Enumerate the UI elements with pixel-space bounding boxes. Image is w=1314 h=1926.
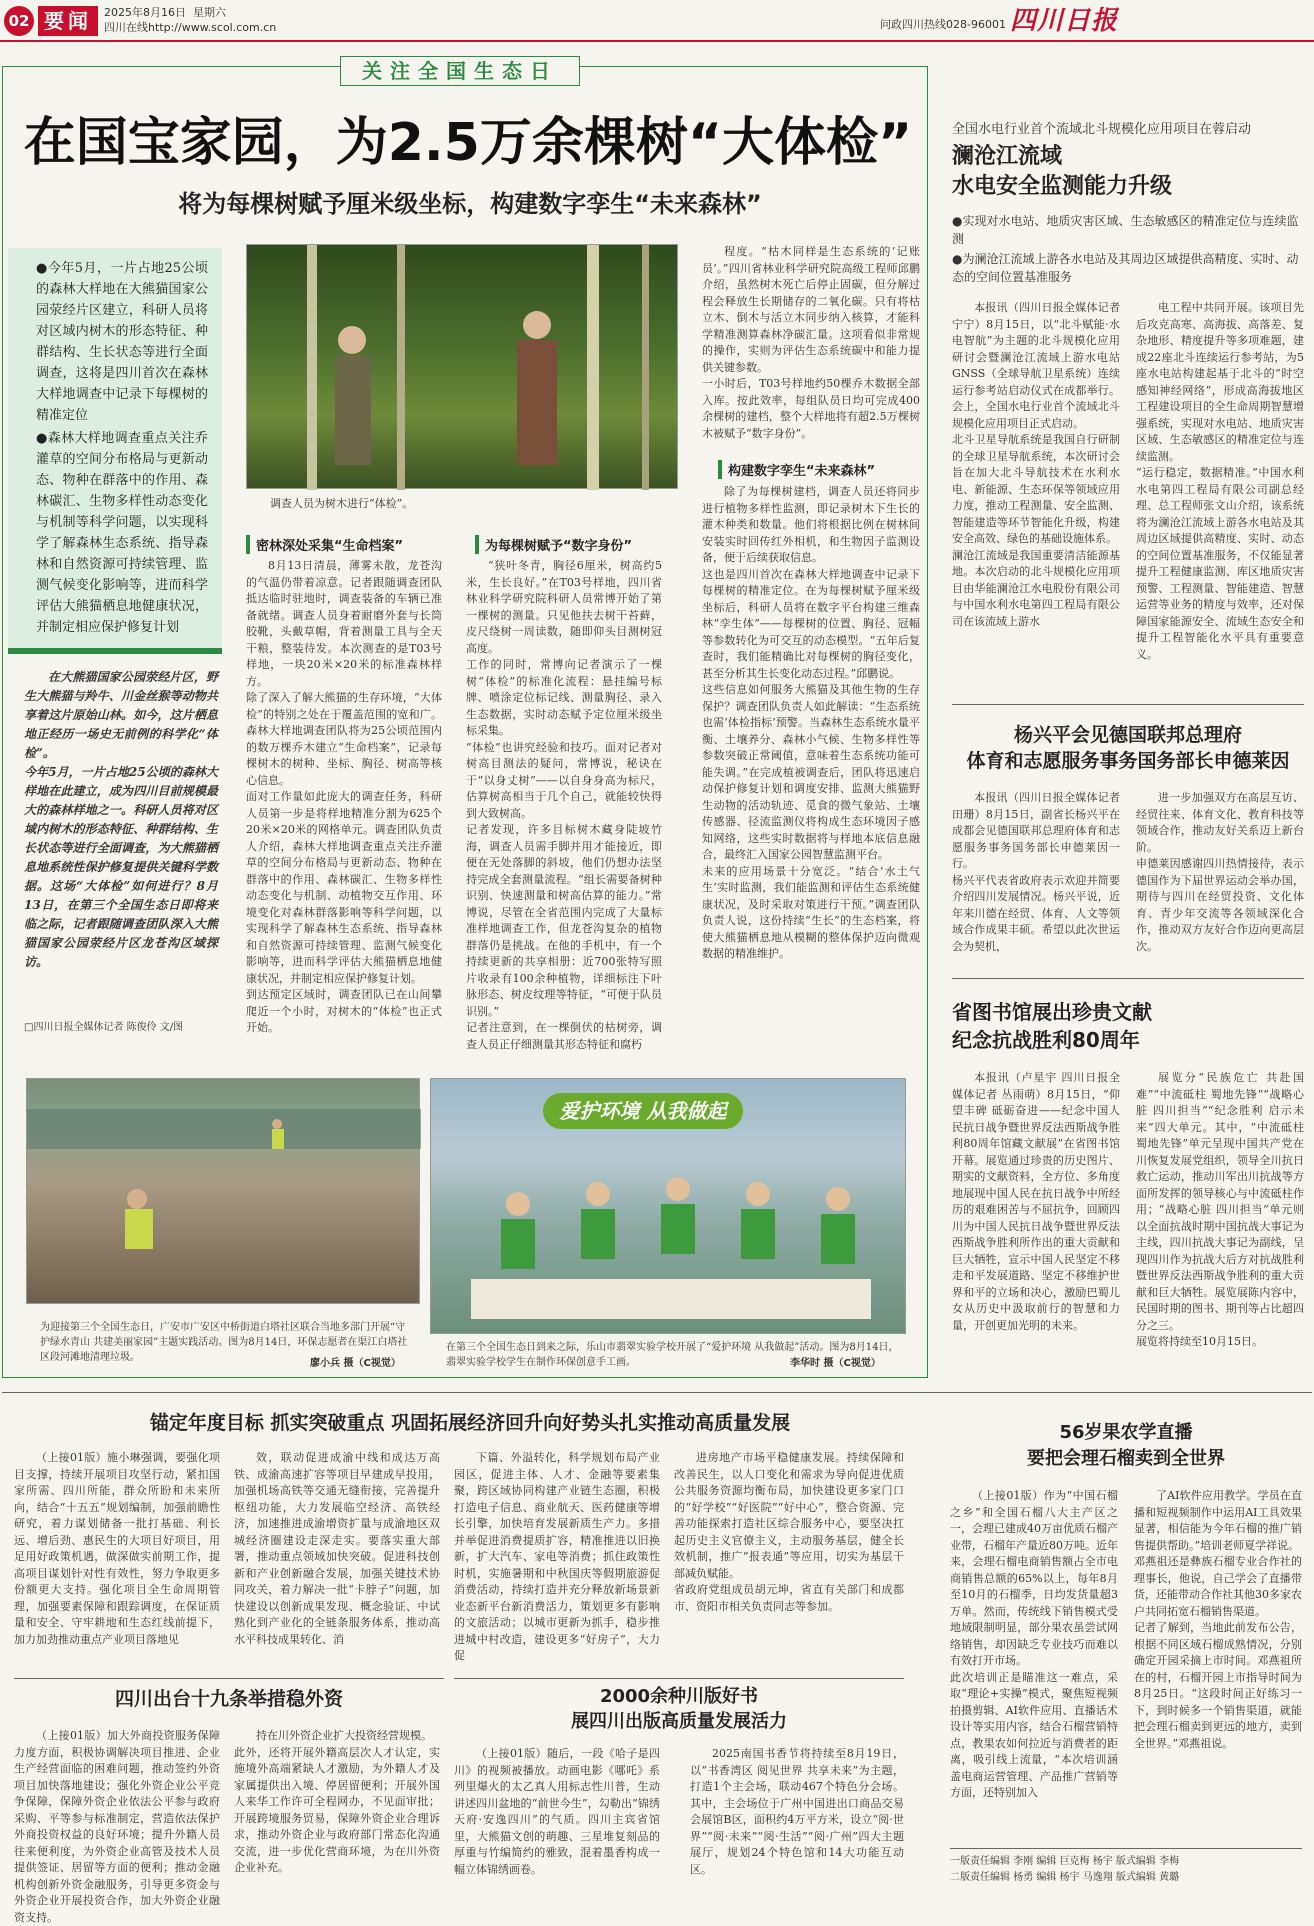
feature-col-3b: 除了为每棵树建档，调查人员还将同步进行植物多样性监测，即记录树木下生长的灌木种类和数量。他们将根据比例在树林间安装实时回传红外相机，和生物因子监测设备，便于后续获取信息。 这也是四川首次在森林大样地调查中记录下每棵树的精准定位。在为每棵树赋予厘米级坐标后，科研人员将在数字平台构建三维森林“孪生体”——每棵树的位置、胸径、冠幅等参数转化为可交互的动态模型。“五年后复查时，我们能精确比对每棵树的胸径变化，甚至分析其生长变化动态过程。”邱鹏说。 这些信息如何服务大熊猫及其他生物的生存保护？调查团队负责人如此解读：“生态系统也需‘体检指标’预警。当森林生态系统水量平衡、土壤养分、森林小气候、生物多样性等参数突破正常阈值，意味着生态系统功能可能失调。”在完成植被调查后，团队将迅速启动保护修复计划和调度安排、监测大熊猫野生动物的活动轨迹、觅食的微气象站、土壤传感器、径流监测仪将构成生态环境因子感知网络，这些实时数据将与样地本底信息融合，最终汇入国家公园智慧监测平台。 未来的应用场景十分宽泛。“结合‘水土气生’实时监测，我们能监测和评估生态系统健康状况，及时采取对策进行干预。”调查团队负责人说，这份持续“生长”的生态档案，将使大熊猫栖息地从模糊的整体保护迈向微观数据的精准维护。 [702, 485, 920, 960]
library-col-1: 本报讯（卢星宇 四川日报全媒体记者 丛雨萌）8月15日，“仰望丰碑 砥砺奋进——纪念中国人民抗日战争暨世界反法西斯战争胜利80周年馆藏文献展”在省图书馆开幕。展览通过珍贵的历史图片、期实的文献资料，全方位、多角度地展现中国人民在抗日战争中所经历的艰难困苦与不屈抗争，回顾四川为中国人民抗日战争暨世界反法西斯战争胜利所作出的重大贡献和巨大牺牲，宣示中国人民坚定不移走和平发展道路、坚定不移维护世界和平的立场和决心，激励巴蜀儿女从历史中汲取前行的智慧和力量，开创更加光明的未来。 [952, 1071, 1120, 1332]
subhead-archive: 密林深处采集“生命档案” [246, 535, 442, 554]
water-title-2: 水电安全监测能力升级 [952, 174, 1173, 199]
books-col-2: 2025南国书香节将持续至8月19日，以“书香湾区 阅见世界 共享未来”为主题，打造1个主会场，联动467个特色分会场。其中，主会场位于广州中国进出口商品交易会展馆B区，面积约4万平方米，设立“阅·世界”“阅·未来”“阅·生活”“阅·广州”四大主题展厅，规划24个特色馆和14大功能互动区。 [690, 1747, 904, 1876]
issue-date: 2025年8月16日 星期六 [104, 6, 226, 19]
footer-editors-2: 二版责任编辑 杨勇 编辑 杨宇 马逸翔 版式编辑 黄璐 [950, 1872, 1180, 1883]
subhead-digital-id: 为每棵树赋予“数字身份” [475, 535, 671, 554]
library-col-2: 展览分“民族危亡 共赴国难”“中流砥柱 蜀地先锋”“战略心脏 四川担当”“纪念胜利 启示未来”四大单元。其中，“中流砥柱 蜀地先锋”单元呈现中国共产党在川恢复发展党组织，领导全川抗日救亡运动，推动川军出川抗战等方面所发挥的领导核心与中流砥柱作用；“战略心脏 四川担当”单元则以全面抗战时期中国抗战大事记为主线，四川抗战大事记为副线，呈现四川作为抗战大后方对抗战胜利暨世界反法西斯战争胜利的重大贡献和巨大牺牲。展览展陈内容中，民国时期的图书、期刊等占比超四分之三。 展览将持续至10月15日。 [1136, 1071, 1304, 1348]
meeting-col-1: 本报讯（四川日报全媒体记者 田珊）8月15日，副省长杨兴平在成都会见德国联邦总理府体育和志愿服务事务国务部长申德莱因一行。 杨兴平代表省政府表示欢迎并简要介绍四川发展情况。杨兴平说，近年来川德在经贸、体育、人文等领域合作成果丰硕。希望以此次世运会为契机， [952, 791, 1120, 953]
students-credit: 李华时 摄（C视觉） [790, 1358, 881, 1369]
forest-illustration [247, 245, 679, 490]
activity-banner: 爱护环境 从我做起 [543, 1093, 743, 1129]
feature-headline: 在国宝家园，为2.5万余棵树“大体检” [23, 113, 913, 173]
feature-col-3: 程度。“枯木同样是生态系统的‘记账员’。”四川省林业科学研究院高级工程师邱鹏介绍，虽然树木死亡后停止固碳，但分解过程会释放生长期储存的二氧化碳。只有将枯立木、倒木与活立木同步纳入核算，才能科学精准测算森林净碳汇量。这项看似非常规的操作，实则为评估生态系统碳中和能力提供关键参数。 一小时后，T03号样地约50棵乔木数据全部入库。按此效率，每组队员日均可完成400余棵树的建档，整个大样地将有超2.5万棵树木被赋予“数字身份”。 [702, 245, 920, 440]
meeting-title-1: 杨兴平会见德国联邦总理府 [1013, 724, 1242, 746]
footer-editors-1: 一版责任编辑 李刚 编辑 巨克梅 杨宇 版式编辑 李梅 [950, 1856, 1180, 1867]
page-number-badge: 02 [4, 6, 34, 36]
hotline: 问政四川热线028-96001 [880, 18, 1006, 31]
subhead-digital-twin: 构建数字孪生“未来森林” [718, 460, 914, 479]
economy-col-3: 下篇、外溢转化，科学规划布局产业园区，促进主体、人才、金融等要素集聚，跨区域协同构建产业链生态圈，积极打造电子信息、商业航天、医药健康等增长引擎，加快培育发展新质生产力。多措并举促进消费提质扩容，精准推进以旧换新，扩大汽车、家电等消费；抓住政策性时机，实施暑期和中秋国庆等假期旅游促消费活动，持续打造并充分释放新场景新业态新平台新消费活力，策划更多有影响的文旅活动；以城市更新为抓手，稳步推进城中村改造，建设更多“好房子”，大力促 [454, 1451, 660, 1662]
survey-photo [246, 244, 678, 489]
investment-col-1: （上接01版）加大外商投资服务保障力度方面，积极协调解决项目推进、企业生产经营面临的困难问题，推动签约外资项目加快落地建设；强化外资企业公平竞争保障，保障外资企业依法公平参与政府采购、平等参与标准制定，营造依法保护外商投资权益的良好环境；提升外籍人员往来便利度，为外资企业高管及技术人员提供签证、居留等方面的便利；推动金融机构创新外资金融服务，引导更多资金与外资企业开展投资合作，加大外资企业融资支持。 [14, 1729, 220, 1924]
meeting-title-2: 体育和志愿服务事务国务部长申德莱因 [966, 750, 1290, 772]
section-label: 要闻 [38, 6, 98, 36]
economy-col-4: 进房地产市场平稳健康发展。持续保障和改善民生，以人口变化和需求为导向促进优质公共服务资源均衡布局，加快建设更多家门口的“好学校”“好医院”“好中心”，整合资源、完善功能探索打造社区综合服务中心，要坚决扛起历史主义官僚主义，主动服务基层，健全长效机制，推广“报表通”等应用，切实为基层干部减负赋能。 省政府党组成员胡元坤，省直有关部门和成都市、资阳市相关负责同志等参加。 [674, 1451, 904, 1613]
library-title-1: 省图书馆展出珍贵文献 [952, 1000, 1152, 1024]
riverbank-photo [26, 1078, 420, 1304]
investment-title: 四川出台十九条举措稳外资 [114, 1688, 343, 1710]
students-photo [430, 1078, 906, 1334]
water-col-2: 电工程中共同开展。该项目先后攻克高寒、高海拔、高落差、复杂地形、精度提升等多项难题，建成22座北斗连续运行参考站，为5座水电站构建起基于北斗的“时空感知神经网络”，形成高海拔地区工程建设项目的全生命周期智慧增强系统，实现对水电站、地质灾害区域、生态敏感区的精准定位与连续监测。 “运行稳定，数据精准。”中国水利水电第四工程局有限公司副总经理、总工程师张文山介绍，该系统将为澜沧江流域上游各水电站及其周边区域提供高精度、实时、动态的空间位置基准服务，不仅能显著提升工程健康监测、库区地质灾害预警、工程测量、智能建造、智慧运营等业务的精度与效率，还对保障国家能源安全、流域生态安全和提升工程智能化水平具有重要意义。 [1136, 301, 1304, 661]
economy-title: 锚定年度目标 抓实突破重点 巩固拓展经济回升向好势头扎实推动高质量发展 [149, 1412, 791, 1434]
lede-point-2: ●森林大样地调查重点关注乔灌草的空间分布格局与更新动态、物种在群落中的作用、森林碳汇、生物多样性动态变化与机制等科学问题，以实现科学了解森林生态系统、指导森林和自然资源可持续管理、监测气候变化影响等，进而科学评估大熊猫栖息地健康状况，并制定相应保护修复计划 [36, 431, 208, 635]
feature-col-1: 8月13日清晨，薄雾未散，龙苍沟的气温仍带着凉意。记者跟随调查团队抵达临时驻地时，调查装备的车辆已准备就绪。调查人员身着耐磨外套与长筒胶靴，头戴草帽，背着测量工具与全天干粮，整装待发。本次测查的是T03号样地，一块20米×20米的标准森林样方。 除了深入了解大熊猫的生存环境，“大体检”的特别之处在于覆盖范围的宽和广。森林大样地调查团队将为25公顷范围内的数万棵乔木建立“生命档案”，记录每棵树木的树种、坐标、胸径、树高等核心信息。 面对工作量如此庞大的调查任务，科研人员第一步是将样地精准分割为625个20米×20米的网格单元。调查团队负责人介绍，森林大样地调查重点关注乔灌草的空间分布格局与更新动态、物种在群落中的作用、森林碳汇、生物多样性动态变化与机制、动植物交互作用、环境变化对森林群落影响等科学问题，以实现科学了解森林生态系统、指导森林和自然资源可持续管理、监测气候变化影响等，进而科学评估大熊猫栖息地健康状况，并制定相应保护修复计划。 到达预定区域时，调查团队已在山间攀爬近一个小时，对树木的“体检”也正式开始。 [246, 559, 442, 1034]
riverbank-credit: 廖小兵 摄（C视觉） [310, 1358, 401, 1369]
water-bullet-2: ●为澜沧江流域上游各水电站及其周边区域提供高精度、实时、动态的空间位置基准服务 [952, 252, 1299, 284]
pomegranate-title-2: 要把会理石榴卖到全世界 [1027, 1448, 1225, 1469]
pomegranate-col-1: （上接01版）作为“中国石榴之乡”和全国石榴八大主产区之一，会理已建成40万亩优质石榴产业带，石榴年产量近80万吨。近年来，会理石榴电商销售额占全市电商销售总额的65%以上，每年8月至10月的石榴季，日均发货量超3万单。然而，传统线下销售模式受地域限制明显，部分果农虽尝试网络销售，却因缺乏专业技巧而难以有效打开市场。 此次培训正是瞄准这一难点，采取“理论+实操”模式，聚焦短视频拍摄剪辑、AI软件应用、直播话术设计等实用内容，结合石榴营销特点，教果农如何拉近与消费者的距离，吸引线上流量，“本次培训涵盖电商运营管理、产品推广营销等方面，还特别加入 [950, 1489, 1118, 1799]
economy-col-2: 效，联动促进成渝中线和成达万高铁、成渝高速扩容等项目早建成早投用，加强机场高铁等交通无缝衔接，完善提升枢纽功能，大力发展临空经济、高铁经济，加速推进成渝增资扩量与成渝地区双城经济圈建设走深走实。要落实重大部署，推动重点领域加快突破。促进科技创新和产业创新融合发展，加强关键技术协同攻关，着力解决一批“卡脖子”问题，加快建设以创新成果发现、概念验证、中试熟化到产业化的全链条服务体系，推动高水平科技成果转化、消 [234, 1451, 440, 1646]
newspaper-logo: 四川日报 [1010, 6, 1119, 36]
water-bullet-1: ●实现对水电站、地质灾害区域、生态敏感区的精准定位与连续监测 [952, 214, 1299, 246]
riverbank-caption: 为迎接第三个全国生态日，广安市广安区中桥街道白塔社区联合当地多部门开展“守护绿水青山 共建美丽家园”主题实践活动。图为8月14日，环保志愿者在渠江白塔社区段河滩地清理垃圾。 [40, 1322, 408, 1363]
meeting-col-2: 进一步加强双方在高层互访、经贸往来、体育文化、教育科技等领域合作，推动友好关系迈上新台阶。 申德莱因感谢四川热情接待，表示德国作为下届世界运动会举办国，期待与四川在经贸投资、文化体育、青少年交流等各领域深化合作，推动双方友好合作迈向更高层次。 [1136, 791, 1304, 953]
site-link[interactable]: 四川在线http://www.scol.com.cn [104, 21, 277, 34]
feature-subheadline: 将为每棵树赋予厘米级坐标，构建数字孪生“未来森林” [178, 190, 762, 218]
investment-col-2: 持在川外资企业扩大投资经营规模。 此外，还将开展外籍高层次人才认定，实施境外高端紧缺人才激励，为外籍人才及家属提供出入境、停居留便利；开展外国人来华工作许可全程网办，不见面审批；开展跨境服务贸易，保障外资企业合理诉求，推动外资企业与政府部门常态化沟通交流，进一步优化营商环境，为在川外资企业补充。 [234, 1729, 440, 1874]
feature-byline: □四川日报全媒体记者 陈俊伶 文/图 [24, 1022, 184, 1033]
survey-photo-caption: 调查人员为树木进行“体检”。 [270, 497, 414, 510]
students-caption: 在第三个全国生态日到来之际，乐山市翡翠实验学校开展了“爱护环境 从我做起”活动。图为8月14日，翡翠实验学校学生在制作环保创意手工画。 [446, 1342, 899, 1368]
pomegranate-title-1: 56岁果农学直播 [1059, 1422, 1193, 1443]
water-kicker: 全国水电行业首个流域北斗规模化应用项目在蓉启动 [952, 122, 1252, 137]
lede-panel [8, 248, 222, 648]
water-title-1: 澜沧江流域 [952, 144, 1063, 169]
feature-banner: 关注全国生态日 [340, 56, 580, 86]
water-col-1: 本报讯（四川日报全媒体记者 宁宁）8月15日，以“北斗赋能·水电智航”为主题的北斗规模化应用研讨会暨澜沧江流域上游水电站GNSS（全球导航卫星系统）连续运行参考站启动仪式在成都举行。会上，全国水电行业首个流域北斗规模化应用项目正式启动。 北斗卫星导航系统是我国自行研制的全球卫星导航系统，本次研讨会旨在加大北斗导航技术在水利水电、新能源、生态环保等领域应用力度，推动工程测量、安全监测、智能建造等环节智能化升级，构建安全高效、绿色的基础设施体系。 澜沧江流域是我国重要清洁能源基地。本次启动的北斗规模化应用项目由华能澜沧江水电股份有限公司与中国水利水电第四工程局有限公司在该流域上游水 [952, 301, 1120, 628]
books-title-1: 2000余种川版好书 [599, 1686, 759, 1707]
feature-intro: 在大熊猫国家公园荥经片区，野生大熊猫与羚牛、川金丝猴等动物共享着这片原始山林。如今，这片栖息地正经历一场史无前例的科学化“体检”。 今年5月，一片占地25公顷的森林大样地在此建立，成为四川目前规模最大的森林样地之一。科研人员将对区域内树木的形态特征、种群结构、生长状态等进行全面调查，为大熊猫栖息地系统性保护修复提供关键科学数据。这场“大体检”如何进行？8月13日，在第三个全国生态日即将来临之际，记者跟随调查团队深入大熊猫国家公园荥经片区龙苍沟区域探访。 [24, 670, 218, 969]
lede-point-1: ●今年5月，一片占地25公顷的森林大样地在大熊猫国家公园荥经片区建立，科研人员将对区域内树木的形态特征、种群结构、生长状态等进行全面调查，这将是四川首次在森林大样地调查中记录下每棵树的精准定位 [36, 261, 208, 423]
library-title-2: 纪念抗战胜利80周年 [952, 1028, 1140, 1052]
pomegranate-col-2: 了AI软件应用教学。学员在直播和短视频制作中运用AI工具效果显著，相信能为今年石榴的推广销售提供帮助。”培训老师夏学祥说。 邓燕祖还是彝族石榴专业合作社的理事长，他说，自己学会了直播带货，还能带动合作社其他30多家农户共同拓宽石榴销售渠道。 记者了解到，当地此前发布公告，根据不同区域石榴成熟情况，分别确定开园采摘上市时间。邓燕祖所在的村，石榴开园上市指导时间为8月25日。“这段时间正好练习一下，到时候多一个销售渠道，就能把会理石榴卖到更远的地方，卖到全世界。”邓燕祖说。 [1134, 1489, 1302, 1750]
books-title-2: 展四川出版高质量发展活力 [571, 1711, 787, 1732]
feature-col-2: “狭叶冬青，胸径6厘米，树高约5米，生长良好。”在T03号样地，四川省林业科学研究院科研人员常博开始了第一棵树的测量。只见他扶去树干苔藓，皮尺绕树一周读数，随即仰头目测树冠高度。 工作的同时，常博向记者演示了一棵树“体检”的标准化流程：悬挂编号标牌、喷涂定位标记线、测量胸径、录入生态数据，实时动态赋予定位厘米级坐标采集。 “体检”也讲究经验和技巧。面对记者对树高目测法的疑问，常博说，秘诀在于“以身丈树”——以自身身高为标尺，估算树高相当于几个自己，就能较快得到大致树高。 记者发现，许多目标树木藏身陡坡竹海，调查人员需手脚并用才能接近，即便在无处落脚的斜坡，他们仍想办法坚持完成全套测量流程。“组长需要备树种识别、快速测量和树高估算的能力。”常博说，尽管在全省范围内完成了大量标准样地调查工作，但龙苍沟复杂的植物群落仍是挑战。在他的手机中，有一个持续更新的共享相册：近700张特写照片收录有100余种植物，详细标注下叶脉形态、树皮纹理等特征，“可便于队员识别。” 记者注意到，在一棵倒伏的枯树旁，调查人员正仔细测量其形态特征和腐朽 [466, 559, 662, 1051]
books-col-1: （上接01版）随后，一段《哈子是四川》的视频被播放。动画电影《哪吒》系列里爆火的太乙真人用标志性川普，生动讲述四川盆地的“前世今生”，勾勒出“锦绣天府·安逸四川”的气质。四川主宾省馆里，大熊猫文创的萌趣、三星堆复刻品的厚重与竹编简约的雅致，混着墨香构成一幅立体锦绣画卷。 [454, 1747, 660, 1876]
economy-col-1: （上接01版）施小琳强调，要强化项目支撑，持续开展项目攻坚行动，紧扣国家所需、四川所能，群众所盼和未来所向，结合“十五五”规划编制，加强前瞻性研究，着力谋划储备一批打基础、利长远、增后劲、惠民生的大项目好项目，用足用好政策机遇，做深做实前期工作，提高项目谋划针对性有效性，努力争取更多份额更大支持。强化项目全生命周期管理，加强要素保障和跟踪调度，在保证质量和安全、守牢耕地和生态红线前提下，加力加劲推动重点产业项目落地见 [14, 1451, 220, 1646]
